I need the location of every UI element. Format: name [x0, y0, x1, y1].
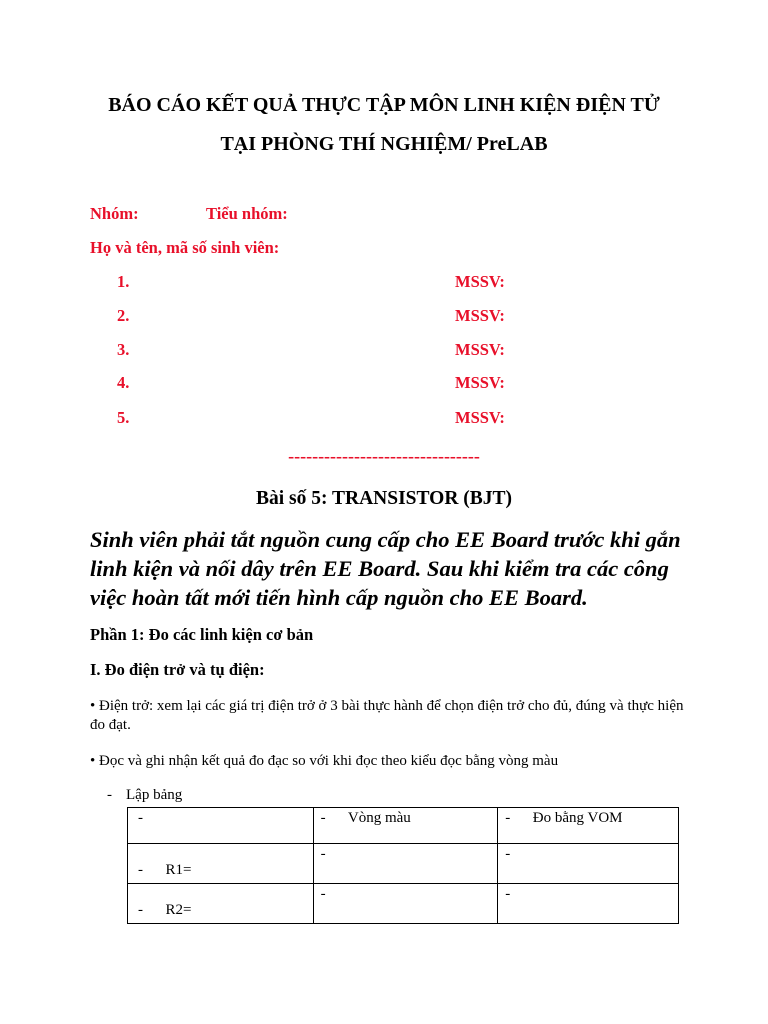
table-header-cell: - Đo bằng VOM	[505, 810, 623, 826]
list-item-make-table: Lập bảng	[126, 787, 183, 803]
member-number: 3.	[117, 340, 130, 359]
table-cell	[498, 844, 679, 884]
member-id-label: MSSV:	[455, 408, 505, 427]
reading-paragraph: • Đọc và ghi nhận kết quả đo đạc so với khi đọc theo kiểu đọc bằng vòng màu	[90, 753, 559, 769]
table-cell	[313, 808, 498, 844]
measurement-table	[127, 807, 679, 924]
table-cell	[313, 844, 498, 884]
table-cell	[498, 808, 679, 844]
list-dash: -	[107, 787, 112, 803]
table-cell	[128, 844, 314, 884]
member-number: 1.	[117, 272, 130, 291]
table-cell	[313, 884, 498, 924]
member-id-label: MSSV:	[455, 340, 505, 359]
lesson-title: Bài số 5: TRANSISTOR (BJT)	[255, 488, 513, 509]
group-label: Nhóm:	[90, 204, 139, 223]
row-label: - R1=	[138, 862, 192, 878]
table-row	[128, 884, 679, 924]
member-id-label: MSSV:	[455, 272, 505, 291]
member-number: 5.	[117, 408, 130, 427]
table-header-row	[128, 808, 679, 844]
part1-heading: Phần 1: Đo các linh kiện cơ bản	[90, 625, 314, 644]
row-label: - R2=	[138, 902, 192, 918]
table-cell-value: -	[320, 886, 326, 902]
member-number: 4.	[117, 373, 130, 392]
table-cell	[498, 884, 679, 924]
separator-line: --------------------------------	[288, 446, 480, 466]
table-cell	[128, 808, 314, 844]
section-heading: I. Đo điện trở và tụ điện:	[90, 660, 265, 679]
table-cell-value: -	[320, 846, 326, 862]
table-cell	[128, 884, 314, 924]
table-cell-value: -	[505, 886, 511, 902]
table-row	[128, 844, 679, 884]
member-id-label: MSSV:	[455, 373, 505, 392]
member-id-label: MSSV:	[455, 306, 505, 325]
report-title-line1: BÁO CÁO KẾT QUẢ THỰC TẬP MÔN LINH KIỆN ĐIỆN TỬ	[108, 94, 660, 116]
table-header-cell: -	[138, 810, 143, 826]
resistor-paragraph: • Điện trở: xem lại các giá trị điện trở ở 3 bài thực hành để chọn điện trở cho đủ, đúng và thực hiện đo đạt.	[90, 698, 684, 733]
safety-warning: Sinh viên phải tắt nguồn cung cấp cho EE Board trước khi gắn linh kiện và nối dây trên EE Board. Sau khi kiểm tra các công việc hoàn tất mới tiến hình cấp nguồn cho EE Board.	[90, 527, 681, 610]
table-cell-value: -	[505, 846, 511, 862]
table-header-cell: - Vòng màu	[320, 810, 411, 826]
members-label: Họ và tên, mã số sinh viên:	[90, 238, 280, 257]
member-number: 2.	[117, 306, 130, 325]
report-title-line2: TẠI PHÒNG THÍ NGHIỆM/ PreLAB	[220, 133, 548, 155]
subgroup-label: Tiểu nhóm:	[206, 204, 288, 223]
